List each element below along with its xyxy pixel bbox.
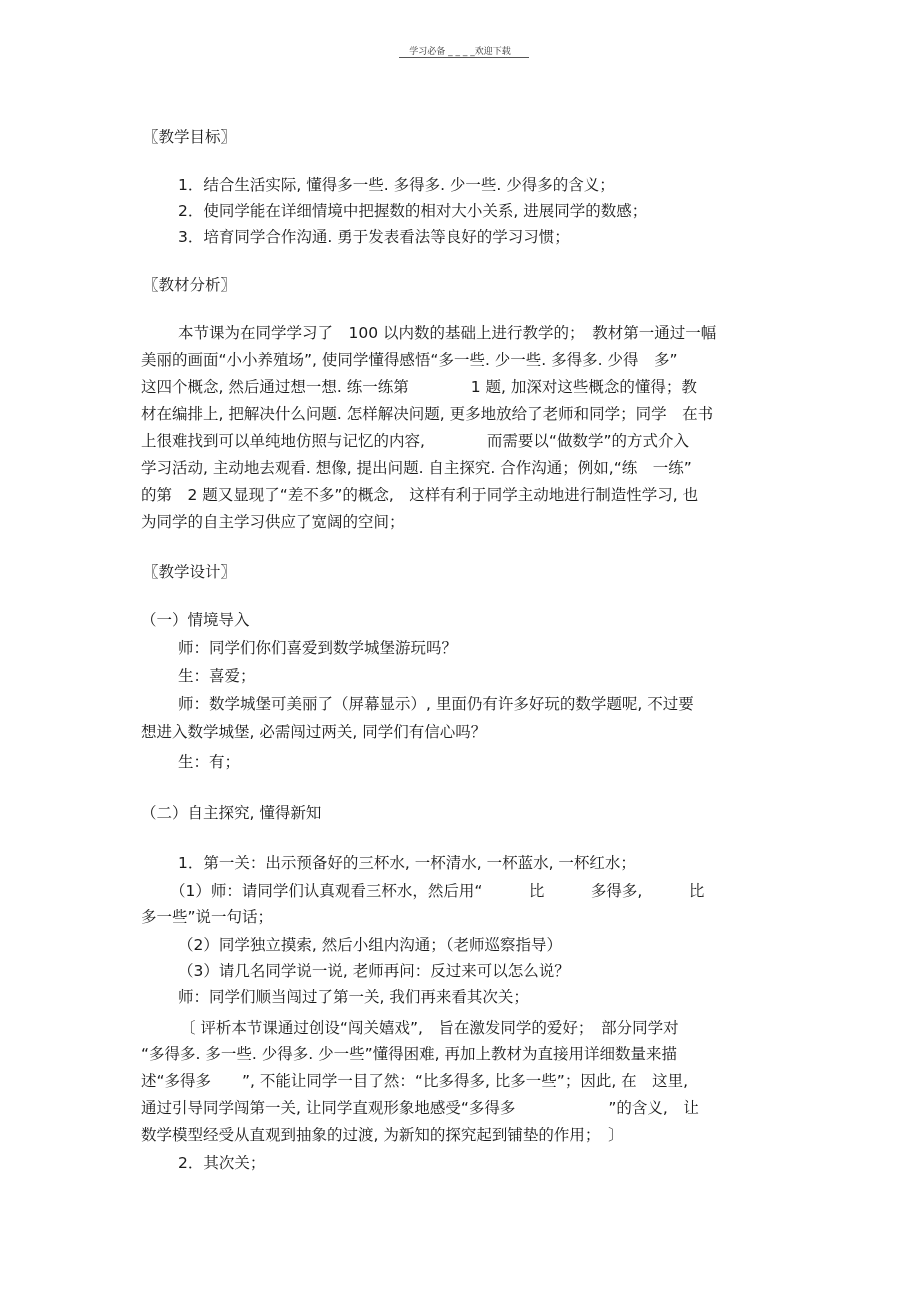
analysis-line: 美丽的画面“小小养殖场”, 使同学懂得感悟“多一些. 少一些. 多得多. 少得 多”	[141, 351, 678, 369]
analysis-line: 本节课为在同学学习了 100 以内数的基础上进行教学的； 教材第一通过一幅	[178, 324, 717, 342]
analysis-line: 材在编排上, 把解决什么问题. 怎样解决问题, 更多地放给了老师和同学；同学 在书	[141, 405, 714, 423]
header-underline	[399, 57, 529, 58]
dialogue-line: 生：有；	[178, 753, 241, 771]
commentary-line: 〔 评析本节课通过创设“闯关嬉戏”, 旨在激发同学的爱好； 部分同学对	[180, 1019, 679, 1037]
part2-title: （二）自主探究, 懂得新知	[141, 804, 322, 822]
dialogue-line: 师：同学们你们喜爱到数学城堡游玩吗？	[178, 639, 458, 657]
dialogue-line: 生：喜爱；	[178, 667, 256, 685]
step-line: （3）请几名同学说一说, 老师再问：反过来可以怎么说？	[178, 962, 570, 980]
analysis-heading: 〖教材分析〗	[143, 276, 237, 294]
dialogue-line: 想进入数学城堡, 必需闯过两关, 同学们有信心吗？	[141, 723, 487, 741]
design-heading: 〖教学设计〗	[143, 563, 237, 581]
goals-heading: 〖教学目标〗	[143, 128, 237, 146]
goal-item: 2．使同学能在详细情境中把握数的相对大小关系, 进展同学的数感；	[178, 202, 648, 220]
analysis-line: 的第 2 题又显现了“差不多”的概念, 这样有利于同学主动地进行制造性学习, 也	[141, 486, 699, 504]
part1-title: （一）情境导入	[141, 611, 250, 629]
dialogue-line: 师：数学城堡可美丽了（屏幕显示）, 里面仍有许多好玩的数学题呢, 不过要	[178, 695, 694, 713]
analysis-line: 为同学的自主学习供应了宽阔的空间；	[141, 513, 405, 531]
commentary-line: “多得多. 多一些. 少得多. 少一些”懂得困难, 再加上教材为直接用详细数量来描	[141, 1045, 677, 1063]
analysis-line: 学习活动, 主动地去观看. 想像, 提出问题. 自主探究. 合作沟通；例如,“练 一练”	[141, 459, 692, 477]
step-line: 多一些”说一句话；	[141, 908, 274, 926]
analysis-line: 上很难找到可以单纯地仿照与记忆的内容, 而需要以“做数学”的方式介入	[141, 432, 689, 450]
step-line: （1）师：请同学们认真观看三杯水，然后用“ 比 多得多, 比	[170, 882, 705, 900]
step-line: 师：同学们顺当闯过了第一关, 我们再来看其次关；	[178, 988, 529, 1006]
analysis-line: 这四个概念, 然后通过想一想. 练一练第 1 题, 加深对这些概念的懂得；教	[141, 378, 697, 396]
step-line: 1．第一关：出示预备好的三杯水, 一杯清水, 一杯蓝水, 一杯红水；	[178, 854, 636, 872]
commentary-line: 数学模型经受从直观到抽象的过渡, 为新知的探究起到铺垫的作用； 〕	[141, 1126, 624, 1144]
page-header: 学习必备 _ _ _ _欢迎下载	[409, 47, 511, 57]
step-line: 2．其次关；	[178, 1154, 266, 1172]
goal-item: 3．培育同学合作沟通. 勇于发表看法等良好的学习习惯；	[178, 228, 570, 246]
commentary-line: 述“多得多 ”, 不能让同学一目了然：“比多得多, 比多一些”；因此, 在 这里,	[141, 1072, 689, 1090]
step-line: （2）同学独立摸索, 然后小组内沟通；（老师巡察指导）	[178, 936, 562, 954]
goal-item: 1．结合生活实际, 懂得多一些. 多得多. 少一些. 少得多的含义；	[178, 176, 615, 194]
commentary-line: 通过引导同学闯第一关, 让同学直观形象地感受“多得多 ”的含义, 让	[141, 1099, 699, 1117]
